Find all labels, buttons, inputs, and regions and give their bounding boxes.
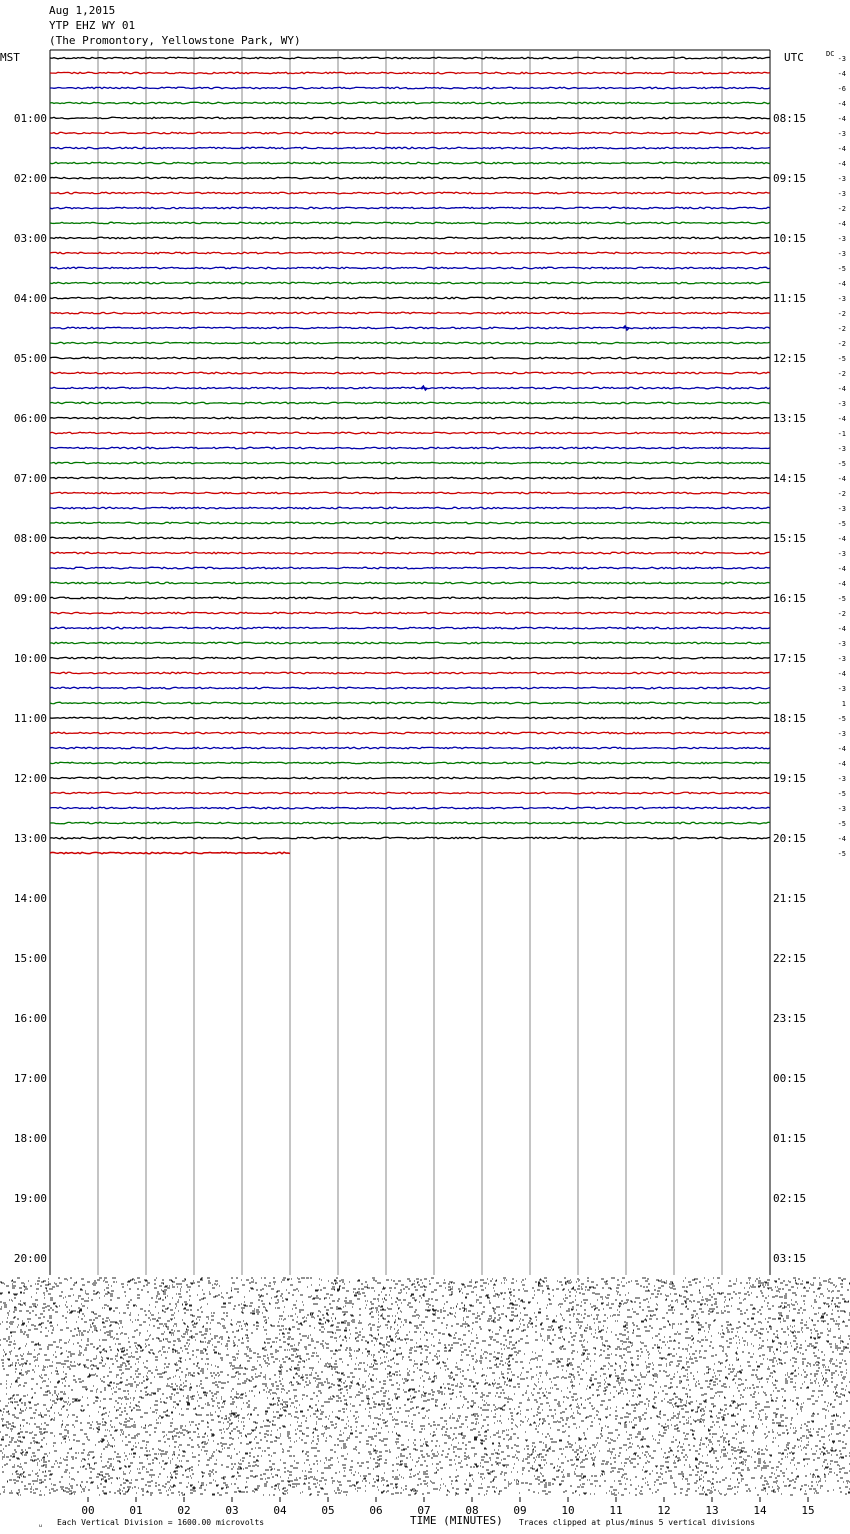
x-tick-label: 00 [81, 1504, 95, 1517]
utc-tick-label: 17:15 [773, 652, 807, 665]
dc-offset-label: -3 [837, 175, 846, 183]
dc-offset-label: -2 [837, 310, 846, 318]
utc-tick-label: 03:15 [773, 1252, 807, 1265]
event-blip [421, 386, 427, 390]
trace-line [50, 252, 770, 254]
x-tick-label: 14 [753, 1504, 767, 1517]
dc-offset-label: -3 [837, 550, 846, 558]
dc-offset-label: -5 [837, 790, 846, 798]
utc-tick-label: 19:15 [773, 772, 807, 785]
dc-offset-label: -4 [837, 835, 846, 843]
trace-line [50, 762, 770, 764]
utc-tick-label: 18:15 [773, 712, 807, 725]
trace-line [50, 702, 770, 704]
trace-line [50, 492, 770, 494]
x-tick-label: 08 [465, 1504, 479, 1517]
dc-offset-label: -4 [837, 100, 846, 108]
station-name: YTP EHZ WY 01 [49, 19, 136, 32]
trace-line [50, 552, 770, 554]
trace-line [50, 72, 770, 74]
station-location: (The Promontory, Yellowstone Park, WY) [49, 34, 301, 47]
trace-line [50, 792, 770, 794]
trace-line [50, 567, 770, 569]
x-tick-label: 10 [561, 1504, 575, 1517]
dc-offset-label: -4 [837, 280, 846, 288]
dc-offset-label: -4 [837, 565, 846, 573]
dc-label: DC [826, 50, 835, 58]
mst-tick-label: 16:00 [13, 1012, 47, 1025]
mst-tick-label: 04:00 [13, 292, 47, 305]
mst-tick-label: 06:00 [13, 412, 47, 425]
utc-tick-label: 12:15 [773, 352, 807, 365]
trace-line [50, 507, 770, 509]
x-tick-label: 09 [513, 1504, 527, 1517]
x-tick-label: 06 [369, 1504, 383, 1517]
utc-tick-label: 08:15 [773, 112, 807, 125]
dc-offset-label: -3 [837, 445, 846, 453]
trace-line [50, 402, 770, 404]
x-tick-label: 03 [225, 1504, 239, 1517]
mst-tick-label: 15:00 [13, 952, 47, 965]
dc-offset-label: -3 [837, 685, 846, 693]
clip-note: Traces clipped at plus/minus 5 vertical divisions [519, 1518, 756, 1527]
trace-line [50, 432, 770, 434]
dc-offset-label: -5 [837, 595, 846, 603]
dc-offset-label: -5 [837, 820, 846, 828]
trace-line [50, 387, 770, 389]
scale-note: Each Vertical Division = 1600.00 microvolts [57, 1518, 265, 1527]
dc-offset-label: -3 [837, 295, 846, 303]
x-tick-label: 07 [417, 1504, 431, 1517]
dc-offset-label: -2 [837, 370, 846, 378]
x-tick-label: 05 [321, 1504, 335, 1517]
trace-line [50, 372, 770, 374]
trace-line [50, 147, 770, 149]
x-tick-label: 15 [801, 1504, 815, 1517]
trace-line [50, 597, 770, 599]
dc-offset-label: -4 [837, 115, 846, 123]
trace-line [50, 657, 770, 659]
trace-line [50, 717, 770, 719]
utc-tick-label: 14:15 [773, 472, 807, 485]
trace-line [50, 222, 770, 224]
dc-offset-label: -3 [837, 130, 846, 138]
mst-tick-label: 17:00 [13, 1072, 47, 1085]
utc-tick-label: 11:15 [773, 292, 807, 305]
dc-offset-label: -4 [837, 670, 846, 678]
trace-line [50, 447, 770, 449]
dc-offset-label: -3 [837, 250, 846, 258]
trace-line [50, 132, 770, 134]
dc-offset-label: -4 [837, 145, 846, 153]
utc-tick-label: 01:15 [773, 1132, 807, 1145]
scale-marker-icon: ᵤ [38, 1520, 43, 1529]
utc-tick-label: 13:15 [773, 412, 807, 425]
trace-line [50, 117, 770, 119]
dc-offset-label: -6 [837, 85, 846, 93]
mst-tick-label: 10:00 [13, 652, 47, 665]
dc-offset-label: -4 [837, 160, 846, 168]
left-axis-label: MST [0, 51, 20, 64]
dc-offset-label: -4 [837, 535, 846, 543]
dc-offset-label: -5 [837, 715, 846, 723]
trace-line [50, 477, 770, 479]
utc-tick-label: 09:15 [773, 172, 807, 185]
trace-line [50, 672, 770, 674]
utc-tick-label: 16:15 [773, 592, 807, 605]
trace-line [50, 237, 770, 239]
trace-line [50, 627, 770, 629]
dc-offset-label: -5 [837, 850, 846, 858]
dc-offset-label: -4 [837, 70, 846, 78]
x-tick-label: 04 [273, 1504, 287, 1517]
trace-line [50, 642, 770, 644]
dc-offset-label: -2 [837, 610, 846, 618]
dc-offset-label: -2 [837, 490, 846, 498]
utc-tick-label: 15:15 [773, 532, 807, 545]
trace-line [50, 537, 770, 539]
mst-tick-label: 02:00 [13, 172, 47, 185]
trace-line [50, 732, 770, 734]
trace-line [50, 747, 770, 749]
event-blip [623, 326, 629, 330]
utc-tick-label: 22:15 [773, 952, 807, 965]
utc-tick-label: 23:15 [773, 1012, 807, 1025]
utc-tick-label: 21:15 [773, 892, 807, 905]
dc-offset-label: -5 [837, 460, 846, 468]
mst-tick-label: 07:00 [13, 472, 47, 485]
trace-line [50, 87, 770, 89]
dc-offset-label: -5 [837, 355, 846, 363]
dc-offset-label: -3 [837, 190, 846, 198]
static-noise-band [0, 1278, 850, 1495]
trace-line [50, 612, 770, 614]
x-axis-label: TIME (MINUTES) [410, 1514, 503, 1527]
dc-offset-label: -3 [837, 235, 846, 243]
trace-line [50, 837, 770, 839]
dc-offset-label: -4 [837, 580, 846, 588]
trace-line-partial [50, 852, 290, 854]
x-tick-label: 01 [129, 1504, 143, 1517]
dc-offset-label: -3 [837, 640, 846, 648]
trace-line [50, 297, 770, 299]
mst-tick-label: 11:00 [13, 712, 47, 725]
mst-tick-label: 12:00 [13, 772, 47, 785]
trace-line [50, 822, 770, 824]
mst-tick-label: 01:00 [13, 112, 47, 125]
dc-offset-label: -4 [837, 745, 846, 753]
mst-tick-label: 14:00 [13, 892, 47, 905]
trace-line [50, 162, 770, 164]
dc-offset-label: -5 [837, 520, 846, 528]
trace-line [50, 357, 770, 359]
trace-line [50, 57, 770, 59]
x-tick-label: 02 [177, 1504, 191, 1517]
dc-offset-label: -4 [837, 385, 846, 393]
dc-offset-label: -4 [837, 760, 846, 768]
trace-line [50, 327, 770, 329]
trace-line [50, 102, 770, 104]
mst-tick-label: 18:00 [13, 1132, 47, 1145]
trace-line [50, 807, 770, 809]
trace-line [50, 282, 770, 284]
trace-line [50, 582, 770, 584]
trace-line [50, 192, 770, 194]
dc-offset-label: -3 [837, 730, 846, 738]
trace-line [50, 342, 770, 344]
mst-tick-label: 05:00 [13, 352, 47, 365]
dc-offset-label: -4 [837, 475, 846, 483]
right-axis-label: UTC [784, 51, 804, 64]
mst-tick-label: 08:00 [13, 532, 47, 545]
dc-offset-label: -3 [837, 775, 846, 783]
mst-tick-label: 09:00 [13, 592, 47, 605]
trace-line [50, 462, 770, 464]
mst-tick-label: 19:00 [13, 1192, 47, 1205]
x-tick-label: 11 [609, 1504, 623, 1517]
trace-line [50, 207, 770, 209]
trace-line [50, 312, 770, 314]
trace-line [50, 687, 770, 689]
mst-tick-label: 03:00 [13, 232, 47, 245]
dc-offset-label: -3 [837, 805, 846, 813]
dc-offset-label: -4 [837, 625, 846, 633]
dc-offset-label: -3 [837, 400, 846, 408]
mst-tick-label: 20:00 [13, 1252, 47, 1265]
dc-offset-label: -2 [837, 340, 846, 348]
dc-offset-label: -4 [837, 220, 846, 228]
dc-offset-label: -4 [837, 415, 846, 423]
dc-offset-label: -3 [837, 55, 846, 63]
utc-tick-label: 20:15 [773, 832, 807, 845]
dc-offset-label: -3 [837, 655, 846, 663]
dc-offset-label: -5 [837, 265, 846, 273]
dc-offset-label: -3 [837, 505, 846, 513]
x-tick-label: 12 [657, 1504, 671, 1517]
trace-line [50, 267, 770, 269]
dc-offset-label: -1 [837, 430, 846, 438]
trace-line [50, 777, 770, 779]
utc-tick-label: 00:15 [773, 1072, 807, 1085]
trace-line [50, 417, 770, 419]
utc-tick-label: 02:15 [773, 1192, 807, 1205]
utc-tick-label: 10:15 [773, 232, 807, 245]
plot-date: Aug 1,2015 [49, 4, 116, 17]
dc-offset-label: -2 [837, 205, 846, 213]
trace-line [50, 177, 770, 179]
trace-line [50, 522, 770, 524]
dc-offset-label: 1 [841, 700, 846, 708]
mst-tick-label: 13:00 [13, 832, 47, 845]
x-tick-label: 13 [705, 1504, 719, 1517]
dc-offset-label: -2 [837, 325, 846, 333]
